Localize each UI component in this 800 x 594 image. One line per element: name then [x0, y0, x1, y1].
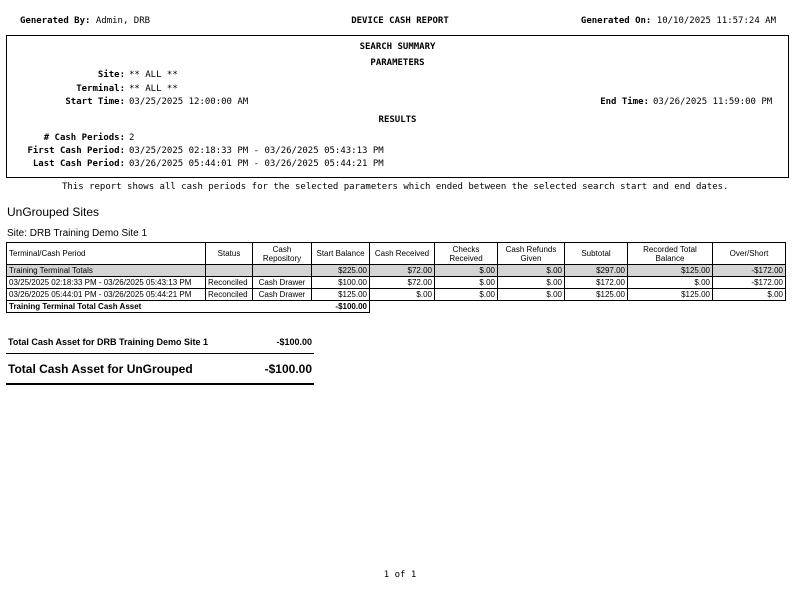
col-terminal-cash-period: Terminal/Cash Period: [7, 243, 206, 265]
generated-by-label: Generated By:: [20, 16, 91, 26]
cell: $.00: [713, 289, 786, 301]
cell: $125.00: [628, 289, 713, 301]
col-cash-repository: Cash Repository: [253, 243, 312, 265]
site-total-rule: [6, 353, 314, 354]
col-over-short: Over/Short: [713, 243, 786, 265]
col-cash-refunds-given: Cash Refunds Given: [498, 243, 565, 265]
search-summary-box: [6, 35, 789, 178]
cell: [253, 265, 312, 277]
terminal-label: Terminal:: [76, 84, 125, 94]
cell: Cash Drawer: [253, 289, 312, 301]
cell: Reconciled: [206, 277, 253, 289]
parameters-title: PARAMETERS: [370, 58, 425, 68]
col-checks-received: Checks Received: [435, 243, 498, 265]
start-time-label: Start Time:: [65, 97, 125, 107]
cell: $125.00: [312, 289, 370, 301]
results-title: RESULTS: [378, 115, 417, 125]
first-period-value: 03/25/2025 02:18:33 PM - 03/26/2025 05:43:13 PM: [129, 146, 384, 156]
cell: 03/26/2025 05:44:01 PM - 03/26/2025 05:44:21 PM: [7, 289, 206, 301]
cell: Cash Drawer: [253, 277, 312, 289]
terminal-value: ** ALL **: [129, 84, 178, 94]
group-total-value: -$100.00: [264, 362, 312, 376]
search-summary-title: SEARCH SUMMARY: [359, 42, 436, 52]
start-time-value: 03/25/2025 12:00:00 AM: [129, 97, 249, 107]
cell: -$172.00: [713, 265, 786, 277]
cash-periods-label: # Cash Periods:: [43, 133, 125, 143]
col-recorded-total-balance: Recorded Total Balance: [628, 243, 713, 265]
terminal-asset-value: -$100.00: [312, 301, 370, 313]
site-total: [8, 337, 314, 347]
cell: $72.00: [370, 265, 435, 277]
col-start-balance: Start Balance: [312, 243, 370, 265]
generated-on-label: Generated On:: [580, 16, 652, 26]
cell: Training Terminal Totals: [7, 265, 206, 277]
group-total-rule: [6, 383, 314, 385]
end-time-label: End Time:: [600, 97, 649, 107]
end-time-value: 03/26/2025 11:59:00 PM: [653, 97, 773, 107]
section-title: UnGrouped Sites: [7, 205, 100, 219]
last-period-label: Last Cash Period:: [32, 159, 125, 169]
col-status: Status: [206, 243, 253, 265]
first-period-label: First Cash Period:: [27, 146, 125, 156]
cell: $100.00: [312, 277, 370, 289]
terminal-asset-row: [7, 301, 786, 313]
cell: $125.00: [565, 289, 628, 301]
cell: $.00: [370, 289, 435, 301]
page-number: 1 of 1: [383, 570, 417, 580]
cell: $72.00: [370, 277, 435, 289]
cell: $172.00: [565, 277, 628, 289]
group-total: [8, 362, 314, 376]
cell: $.00: [435, 277, 498, 289]
cell: -$172.00: [713, 277, 786, 289]
cash-period-table: [6, 242, 786, 313]
table-row: [7, 277, 786, 289]
generated-on-value: 10/10/2025 11:57:24 AM: [656, 16, 776, 26]
terminal-totals-row: [7, 265, 786, 277]
table-row: [7, 289, 786, 301]
site-total-value: -$100.00: [276, 337, 312, 347]
generated-by-value: Admin, DRB: [95, 16, 151, 26]
site-line: Site: DRB Training Demo Site 1: [7, 228, 148, 239]
cash-periods-value: 2: [129, 133, 135, 143]
site-label: Site:: [97, 70, 125, 80]
site-total-label: Total Cash Asset for DRB Training Demo Site 1: [8, 337, 209, 347]
cell: $.00: [628, 277, 713, 289]
cell: $225.00: [312, 265, 370, 277]
cell: $.00: [498, 289, 565, 301]
generated-on: [581, 16, 776, 28]
cell: $125.00: [628, 265, 713, 277]
cell: 03/25/2025 02:18:33 PM - 03/26/2025 05:43:13 PM: [7, 277, 206, 289]
cell: $.00: [435, 265, 498, 277]
col-subtotal: Subtotal: [565, 243, 628, 265]
table-header-row: [7, 243, 786, 265]
cell: $.00: [435, 289, 498, 301]
last-period-value: 03/26/2025 05:44:01 PM - 03/26/2025 05:44:21 PM: [129, 159, 384, 169]
report-title: DEVICE CASH REPORT: [351, 16, 449, 26]
empty-cell: [370, 301, 786, 313]
col-cash-received: Cash Received: [370, 243, 435, 265]
cell: $297.00: [565, 265, 628, 277]
cell: $.00: [498, 265, 565, 277]
report-description: This report shows all cash periods for the selected parameters which ended between the selected search start and end dates.: [62, 182, 729, 192]
group-total-label: Total Cash Asset for UnGrouped: [8, 362, 193, 376]
cell: $.00: [498, 277, 565, 289]
terminal-asset-label: Training Terminal Total Cash Asset: [7, 301, 312, 313]
cell: [206, 265, 253, 277]
site-value: ** ALL **: [129, 70, 178, 80]
cell: Reconciled: [206, 289, 253, 301]
